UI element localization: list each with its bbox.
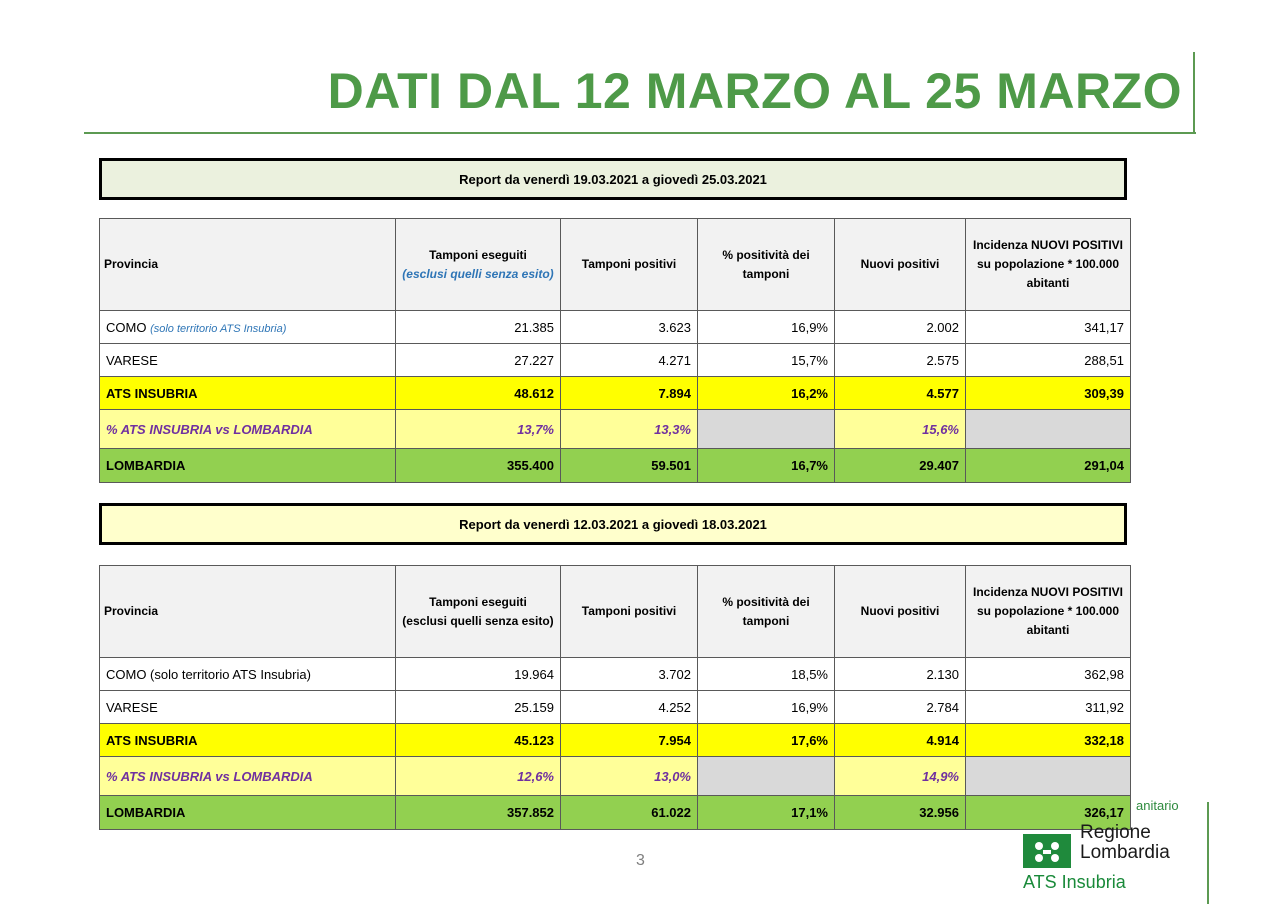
cell-positivi: 13,3% bbox=[561, 410, 698, 449]
cell-empty bbox=[698, 410, 835, 449]
cell-positivi: 7.894 bbox=[561, 377, 698, 410]
cell-perc: 16,9% bbox=[698, 311, 835, 344]
cell-positivi: 4.252 bbox=[561, 691, 698, 724]
cell-eseguiti: 357.852 bbox=[396, 796, 561, 830]
col-tamponi-eseguiti bbox=[396, 566, 561, 658]
cell-provincia: VARESE bbox=[100, 344, 396, 377]
table-row-como bbox=[100, 311, 1131, 344]
title-underline bbox=[84, 132, 1196, 134]
col-perc-positivita: % positività dei tamponi bbox=[698, 566, 835, 658]
cell-positivi: 13,0% bbox=[561, 757, 698, 796]
cell-eseguiti: 19.964 bbox=[396, 658, 561, 691]
cell-eseguiti: 355.400 bbox=[396, 449, 561, 483]
col-provincia: Provincia bbox=[100, 566, 396, 658]
cell-perc: 16,9% bbox=[698, 691, 835, 724]
cell-perc: 15,7% bbox=[698, 344, 835, 377]
col-perc-positivita: % positività dei tamponi bbox=[698, 219, 835, 311]
cell-empty bbox=[698, 757, 835, 796]
cell-positivi: 3.702 bbox=[561, 658, 698, 691]
col-tamponi-eseguiti-label: Tamponi eseguiti bbox=[429, 594, 527, 609]
cell-perc: 17,6% bbox=[698, 724, 835, 757]
cell-eseguiti: 48.612 bbox=[396, 377, 561, 410]
logo bbox=[1020, 796, 1220, 904]
cell-nuovi: 2.002 bbox=[835, 311, 966, 344]
report-2-table bbox=[99, 565, 1131, 830]
cell-positivi: 3.623 bbox=[561, 311, 698, 344]
col-tamponi-positivi: Tamponi positivi bbox=[561, 219, 698, 311]
col-incidenza: Incidenza NUOVI POSITIVI su popolazione * 100.000 abitanti bbox=[966, 566, 1131, 658]
cell-positivi: 4.271 bbox=[561, 344, 698, 377]
logo-vertical-rule bbox=[1207, 802, 1209, 904]
title-vertical-rule bbox=[1193, 52, 1195, 134]
cell-incidenza: 326,17 bbox=[966, 796, 1131, 830]
cell-perc: 17,1% bbox=[698, 796, 835, 830]
page-title: DATI DAL 12 MARZO AL 25 MARZO bbox=[327, 63, 1182, 119]
cell-incidenza: 341,17 bbox=[966, 311, 1131, 344]
col-nuovi-positivi: Nuovi positivi bbox=[835, 219, 966, 311]
cell-eseguiti: 45.123 bbox=[396, 724, 561, 757]
table-header-row bbox=[100, 566, 1131, 658]
report-1-table bbox=[99, 218, 1131, 483]
table-row-lombardia bbox=[100, 449, 1131, 483]
cell-incidenza: 288,51 bbox=[966, 344, 1131, 377]
cell-nuovi: 2.784 bbox=[835, 691, 966, 724]
col-provincia: Provincia bbox=[100, 219, 396, 311]
cell-provincia: LOMBARDIA bbox=[100, 796, 396, 830]
cell-empty bbox=[966, 757, 1131, 796]
cell-incidenza: 362,98 bbox=[966, 658, 1131, 691]
cell-perc: 16,2% bbox=[698, 377, 835, 410]
logo-text-regione: Regione bbox=[1080, 822, 1151, 843]
cell-eseguiti: 21.385 bbox=[396, 311, 561, 344]
cell-provincia: % ATS INSUBRIA vs LOMBARDIA bbox=[100, 410, 396, 449]
cell-eseguiti: 27.227 bbox=[396, 344, 561, 377]
report-2-title: Report da venerdì 12.03.2021 a giovedì 18.03.2021 bbox=[99, 503, 1127, 545]
cell-nuovi: 14,9% bbox=[835, 757, 966, 796]
table-row-ats-vs-lombardia bbox=[100, 757, 1131, 796]
como-note: (solo territorio ATS Insubria) bbox=[150, 322, 287, 335]
regione-lombardia-logo-icon bbox=[1023, 834, 1071, 868]
col-nuovi-positivi: Nuovi positivi bbox=[835, 566, 966, 658]
cell-positivi: 59.501 bbox=[561, 449, 698, 483]
col-incidenza: Incidenza NUOVI POSITIVI su popolazione * 100.000 abitanti bbox=[966, 219, 1131, 311]
report-1-title: Report da venerdì 19.03.2021 a giovedì 25.03.2021 bbox=[99, 158, 1127, 200]
cell-eseguiti: 13,7% bbox=[396, 410, 561, 449]
col-tamponi-eseguiti-label: Tamponi eseguiti bbox=[429, 247, 527, 262]
table-row-varese bbox=[100, 344, 1131, 377]
col-tamponi-eseguiti bbox=[396, 219, 561, 311]
cell-provincia: LOMBARDIA bbox=[100, 449, 396, 483]
cell-provincia: % ATS INSUBRIA vs LOMBARDIA bbox=[100, 757, 396, 796]
table-row-varese bbox=[100, 691, 1131, 724]
cell-provincia: ATS INSUBRIA bbox=[100, 377, 396, 410]
cell-eseguiti: 25.159 bbox=[396, 691, 561, 724]
table-row-ats-vs-lombardia bbox=[100, 410, 1131, 449]
cell-provincia: COMO (solo territorio ATS Insubria) bbox=[100, 658, 396, 691]
cell-perc: 16,7% bbox=[698, 449, 835, 483]
page-number: 3 bbox=[636, 852, 645, 869]
cell-positivi: 61.022 bbox=[561, 796, 698, 830]
table-row-lombardia bbox=[100, 796, 1131, 830]
cell-positivi: 7.954 bbox=[561, 724, 698, 757]
table-row-ats-insubria bbox=[100, 724, 1131, 757]
cell-provincia: ATS INSUBRIA bbox=[100, 724, 396, 757]
cell-incidenza: 309,39 bbox=[966, 377, 1131, 410]
cell-nuovi: 4.577 bbox=[835, 377, 966, 410]
cell-nuovi: 15,6% bbox=[835, 410, 966, 449]
como-label: COMO bbox=[106, 319, 147, 335]
logo-tagline: anitario bbox=[1136, 798, 1179, 813]
logo-text-lombardia: Lombardia bbox=[1080, 842, 1170, 863]
col-tamponi-eseguiti-sub: (esclusi quelli senza esito) bbox=[402, 613, 554, 628]
cell-nuovi: 2.575 bbox=[835, 344, 966, 377]
cell-empty bbox=[966, 410, 1131, 449]
table-row-como bbox=[100, 658, 1131, 691]
cell-incidenza: 332,18 bbox=[966, 724, 1131, 757]
cell-eseguiti: 12,6% bbox=[396, 757, 561, 796]
cell-nuovi: 32.956 bbox=[835, 796, 966, 830]
cell-provincia bbox=[100, 311, 396, 344]
cell-nuovi: 2.130 bbox=[835, 658, 966, 691]
table-row-ats-insubria bbox=[100, 377, 1131, 410]
table-header-row bbox=[100, 219, 1131, 311]
cell-perc: 18,5% bbox=[698, 658, 835, 691]
cell-incidenza: 311,92 bbox=[966, 691, 1131, 724]
cell-incidenza: 291,04 bbox=[966, 449, 1131, 483]
col-tamponi-eseguiti-sub: (esclusi quelli senza esito) bbox=[402, 266, 554, 281]
cell-nuovi: 29.407 bbox=[835, 449, 966, 483]
col-tamponi-positivi: Tamponi positivi bbox=[561, 566, 698, 658]
logo-text-ats: ATS Insubria bbox=[1023, 872, 1126, 892]
cell-provincia: VARESE bbox=[100, 691, 396, 724]
cell-nuovi: 4.914 bbox=[835, 724, 966, 757]
